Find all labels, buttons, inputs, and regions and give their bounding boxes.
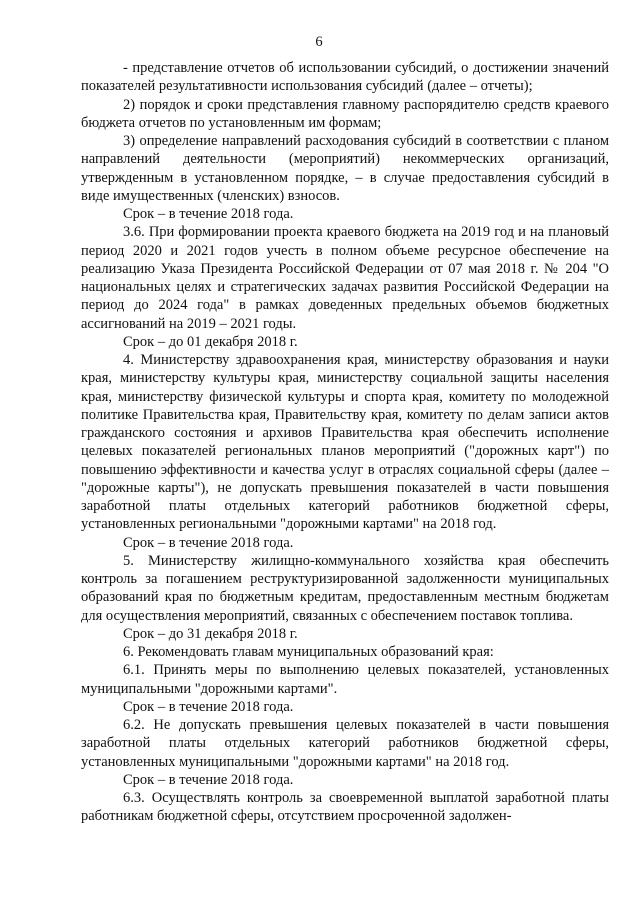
deadline: Срок – в течение 2018 года. — [123, 698, 294, 715]
paragraph: 6.3. Осуществлять контроль за своевременной выплатой заработной платы работникам бюджетной сферы, отсутствием просроченной задолжен- — [81, 790, 609, 825]
paragraph: 6.2. Не допускать превышения целевых показателей в части повышения заработной платы отдельных категорий работников бюджетной сферы, установленных муниципальными "дорожными картами" на 2018 год. — [81, 717, 609, 770]
paragraph: 5. Министерству жилищно-коммунального хозяйства края обеспечить контроль за погашением реструктуризированной задолженности муниципальных образований края по бюджетным кредитам, предоставленным местным бюджетам для осуществления мероприятий, связанных с обеспечением поставок топлива. — [81, 552, 609, 624]
page-number: 6 — [315, 34, 323, 50]
paragraph: 4. Министерству здравоохранения края, министерству образования и науки края, министерству культуры края, министерству социальной защиты населения края, министерству физической культуры и спорта края, комитету по молодежной политике Правительства края, Правительству края, комитету по делам записи актов гражданского состояния и архивов Правительства края обеспечить исполнение целевых показателей региональных планов мероприятий ("дорожных карт") по повышению эффективности и качества услуг в отраслях социальной сферы (далее – "дорожные карты"), не допускать превышения показателей в части повышения заработной платы отдельных категорий работников бюджетной сферы, установленных региональными "дорожными картами" на 2018 год. — [81, 352, 609, 533]
paragraph: - представление отчетов об использовании субсидий, о достижении значений показателей результативности использования субсидий (далее – отчеты); — [81, 60, 609, 95]
deadline: Срок – до 31 декабря 2018 г. — [123, 625, 298, 642]
deadline: Срок – в течение 2018 года. — [123, 534, 294, 551]
document-body — [81, 59, 609, 826]
paragraph: 6.1. Принять меры по выполнению целевых показателей, установленных муниципальными "дорожными картами". — [81, 662, 609, 697]
deadline: Срок – в течение 2018 года. — [123, 771, 294, 788]
deadline: Срок – в течение 2018 года. — [123, 206, 294, 222]
paragraph: 3.6. При формировании проекта краевого бюджета на 2019 год и на плановый период 2020 и 2021 годов учесть в полном объеме ресурсное обеспечение на реализацию Указа Президента Российской Федерации от 07 мая 2018 г. № 204 "О национальных целях и стратегических задачах развития Российской Федерации на период до 2024 года" в рамках доведенных предельных объемов бюджетных ассигнований на 2019 – 2021 годы. — [81, 224, 609, 332]
paragraph: 6. Рекомендовать главам муниципальных образований края: — [123, 644, 494, 660]
paragraph: 3) определение направлений расходования субсидий в соответствии с планом направлений деятельности (мероприятий) некоммерческих организаций, утвержденным в установленном порядке, – в случае предоставления субсидий в виде имущественных (членских) взносов. — [81, 133, 609, 204]
paragraph: 2) порядок и сроки представления главному распорядителю средств краевого бюджета отчетов по установленным им формам; — [81, 96, 609, 131]
deadline: Срок – до 01 декабря 2018 г. — [123, 333, 298, 350]
